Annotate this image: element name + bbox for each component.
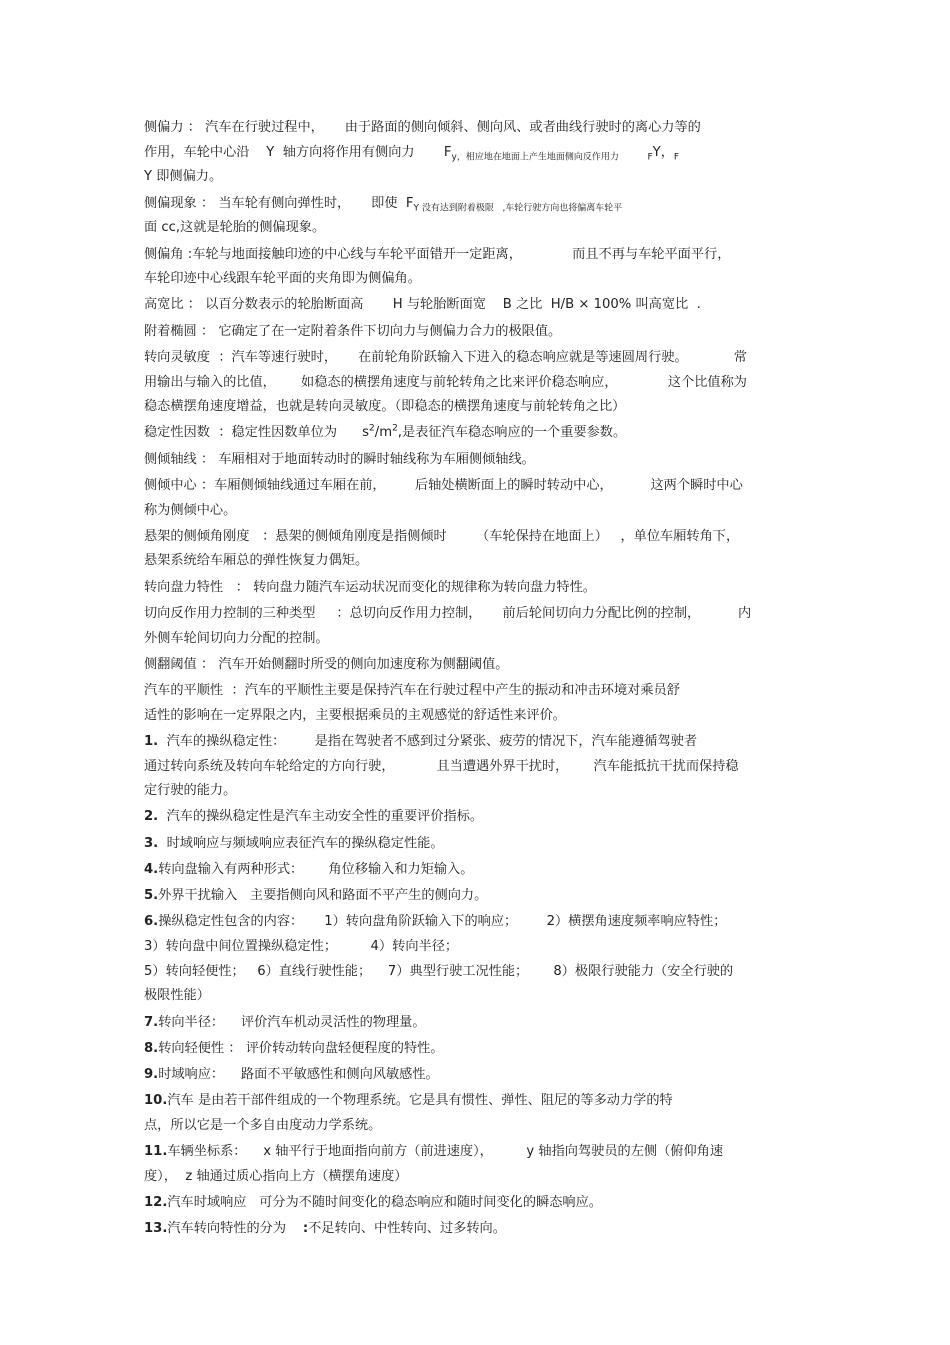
item-5: 5.外界干扰输入 主要指侧向风和路面不平产生的侧向力。 [144,888,488,904]
item-12: 12.汽车时域响应 可分为不随时间变化的稳态响应和随时间变化的瞬态响应。 [144,1195,602,1211]
item-2: 2. 汽车的操纵稳定性是汽车主动安全性的重要评价指标。 [144,809,484,825]
definition-roll-stiffness: 悬架的侧倾角刚度 ：悬架的侧倾角刚度是指侧倾时 （车轮保持在地面上） ，单位车厢转角下， 悬架系统给车厢总的弹性恢复力偶矩。 [144,528,740,569]
definition-steering-force: 转向盘力特性 ： 转向盘力随汽车运动状况而变化的规律称为转向盘力特性。 [144,579,596,595]
definition-slip-phenomenon: 侧偏现象 ： 当车轮有侧向弹性时， 即使 $F_{Y 没有达到附着极限 ,车轮行驶方向也将偏离车轮平}$ 面 cc,这就是轮胎的侧偏现象。 [144,195,623,236]
item-8: 8.转向轻便性 ： 评价转动转向盘轻便程度的特性。 [144,1040,444,1056]
definition-steering-sensitivity: 转向灵敏度 ：汽车等速行驶时， 在前轮角阶跃输入下进入的稳态响应就是等速圆周行驶。 常 用输出与输入的比值， 如稳态的横摆角速度与前轮转角之比来评价稳态响应， 这个比值称为 稳态横摆角速度增益，也就是转向灵敏度。（即稳态的横摆角速度与前轮转角之比） [144,349,747,415]
definition-slip-angle: 侧偏角 :车轮与地面接触印迹的中心线与车轮平面错开一定距离， 而且不再与车轮平面平行， 车轮印迹中心线跟车轮平面的夹角即为侧偏角。 [144,246,731,287]
item-1: 1. 汽车的操纵稳定性： 是指在驾驶者不感到过分紧张、疲劳的情况下，汽车能遵循驾驶者 通过转向系统及转向车轮给定的方向行驶， 且当遭遇外界干扰时， 汽车能抵抗干扰而保持稳 定行驶的能力。 [144,733,739,799]
item-3: 3. 时域响应与频域响应表征汽车的操纵稳定性能。 [144,835,444,851]
definition-tangential-control: 切向反作用力控制的三种类型 ：总切向反作用力控制， 前后轮间切向力分配比例的控制， 内 外侧车轮间切向力分配的控制。 [144,605,752,646]
item-13: 13.汽车转向特性的分为 :不足转向、中性转向、过多转向。 [144,1221,506,1237]
definition-stability-factor: 稳定性因数 ：稳定性因数单位为 $s^2/m^2$,是表征汽车稳态响应的一个重要参数。 [144,424,627,441]
definition-lateral-force: 侧偏力 ： 汽车在行驶过程中， 由于路面的侧向倾斜、侧向风、或者曲线行驶时的离心力等的 作用，车轮中心沿 Y 轴方向将作用有侧向力 $F_{y,相应地在地面上产生地面侧向反作用力 F}Y$，$_F$ Y 即侧偏力。 [144,120,701,185]
item-6: 6.操纵稳定性包含的内容： 1）转向盘角阶跃输入下的响应； 2）横摆角速度频率响应特性； 3）转向盘中间位置操纵稳定性； 4）转向半径； 5）转向轻便性； 6）直线行驶性能； 7）典型行驶工况性能； 8）极限行驶能力（安全行驶的 极限性能） [144,914,734,1004]
item-4: 4.转向盘输入有两种形式： 角位移输入和力矩输入。 [144,861,474,877]
document-body [144,116,812,1243]
definition-roll-center: 侧倾中心 ：车厢侧倾轴线通过车厢在前， 后轴处横断面上的瞬时转动中心， 这两个瞬时中心 称为侧倾中心。 [144,477,743,518]
definition-rollover-threshold: 侧翻阈值 ： 汽车开始侧翻时所受的侧向加速度称为侧翻阈值。 [144,656,509,672]
item-10: 10.汽车 是由若干部件组成的一个物理系统。它是具有惯性、弹性、阻尼的等多动力学的特 点，所以它是一个多自由度动力学系统。 [144,1093,673,1133]
definition-ride-comfort: 汽车的平顺性 ：汽车的平顺性主要是保持汽车在行驶过程中产生的振动和冲击环境对乘员舒 适性的影响在一定界限之内，主要根据乘员的主观感觉的舒适性来评价。 [144,682,680,723]
item-7: 7.转向半径： 评价汽车机动灵活性的物理量。 [144,1014,426,1030]
definition-roll-axis: 侧倾轴线 ： 车厢相对于地面转动时的瞬时轴线称为车厢侧倾轴线。 [144,451,535,467]
definition-aspect-ratio: 高宽比 ： 以百分数表示的轮胎断面高 H 与轮胎断面宽 B 之比 H/B × 100% 叫高宽比 . [144,297,701,313]
definition-friction-ellipse: 附着椭圆 ： 它确定了在一定附着条件下切向力与侧偏力合力的极限值。 [144,323,562,339]
item-9: 9.时域响应： 路面不平敏感性和侧向风敏感性。 [144,1067,439,1083]
item-11: 11.车辆坐标系： x 轴平行于地面指向前方（前进速度）， y 轴指向驾驶员的左侧（俯仰角速 度）， z 轴通过质心指向上方（横摆角速度） [144,1144,724,1184]
